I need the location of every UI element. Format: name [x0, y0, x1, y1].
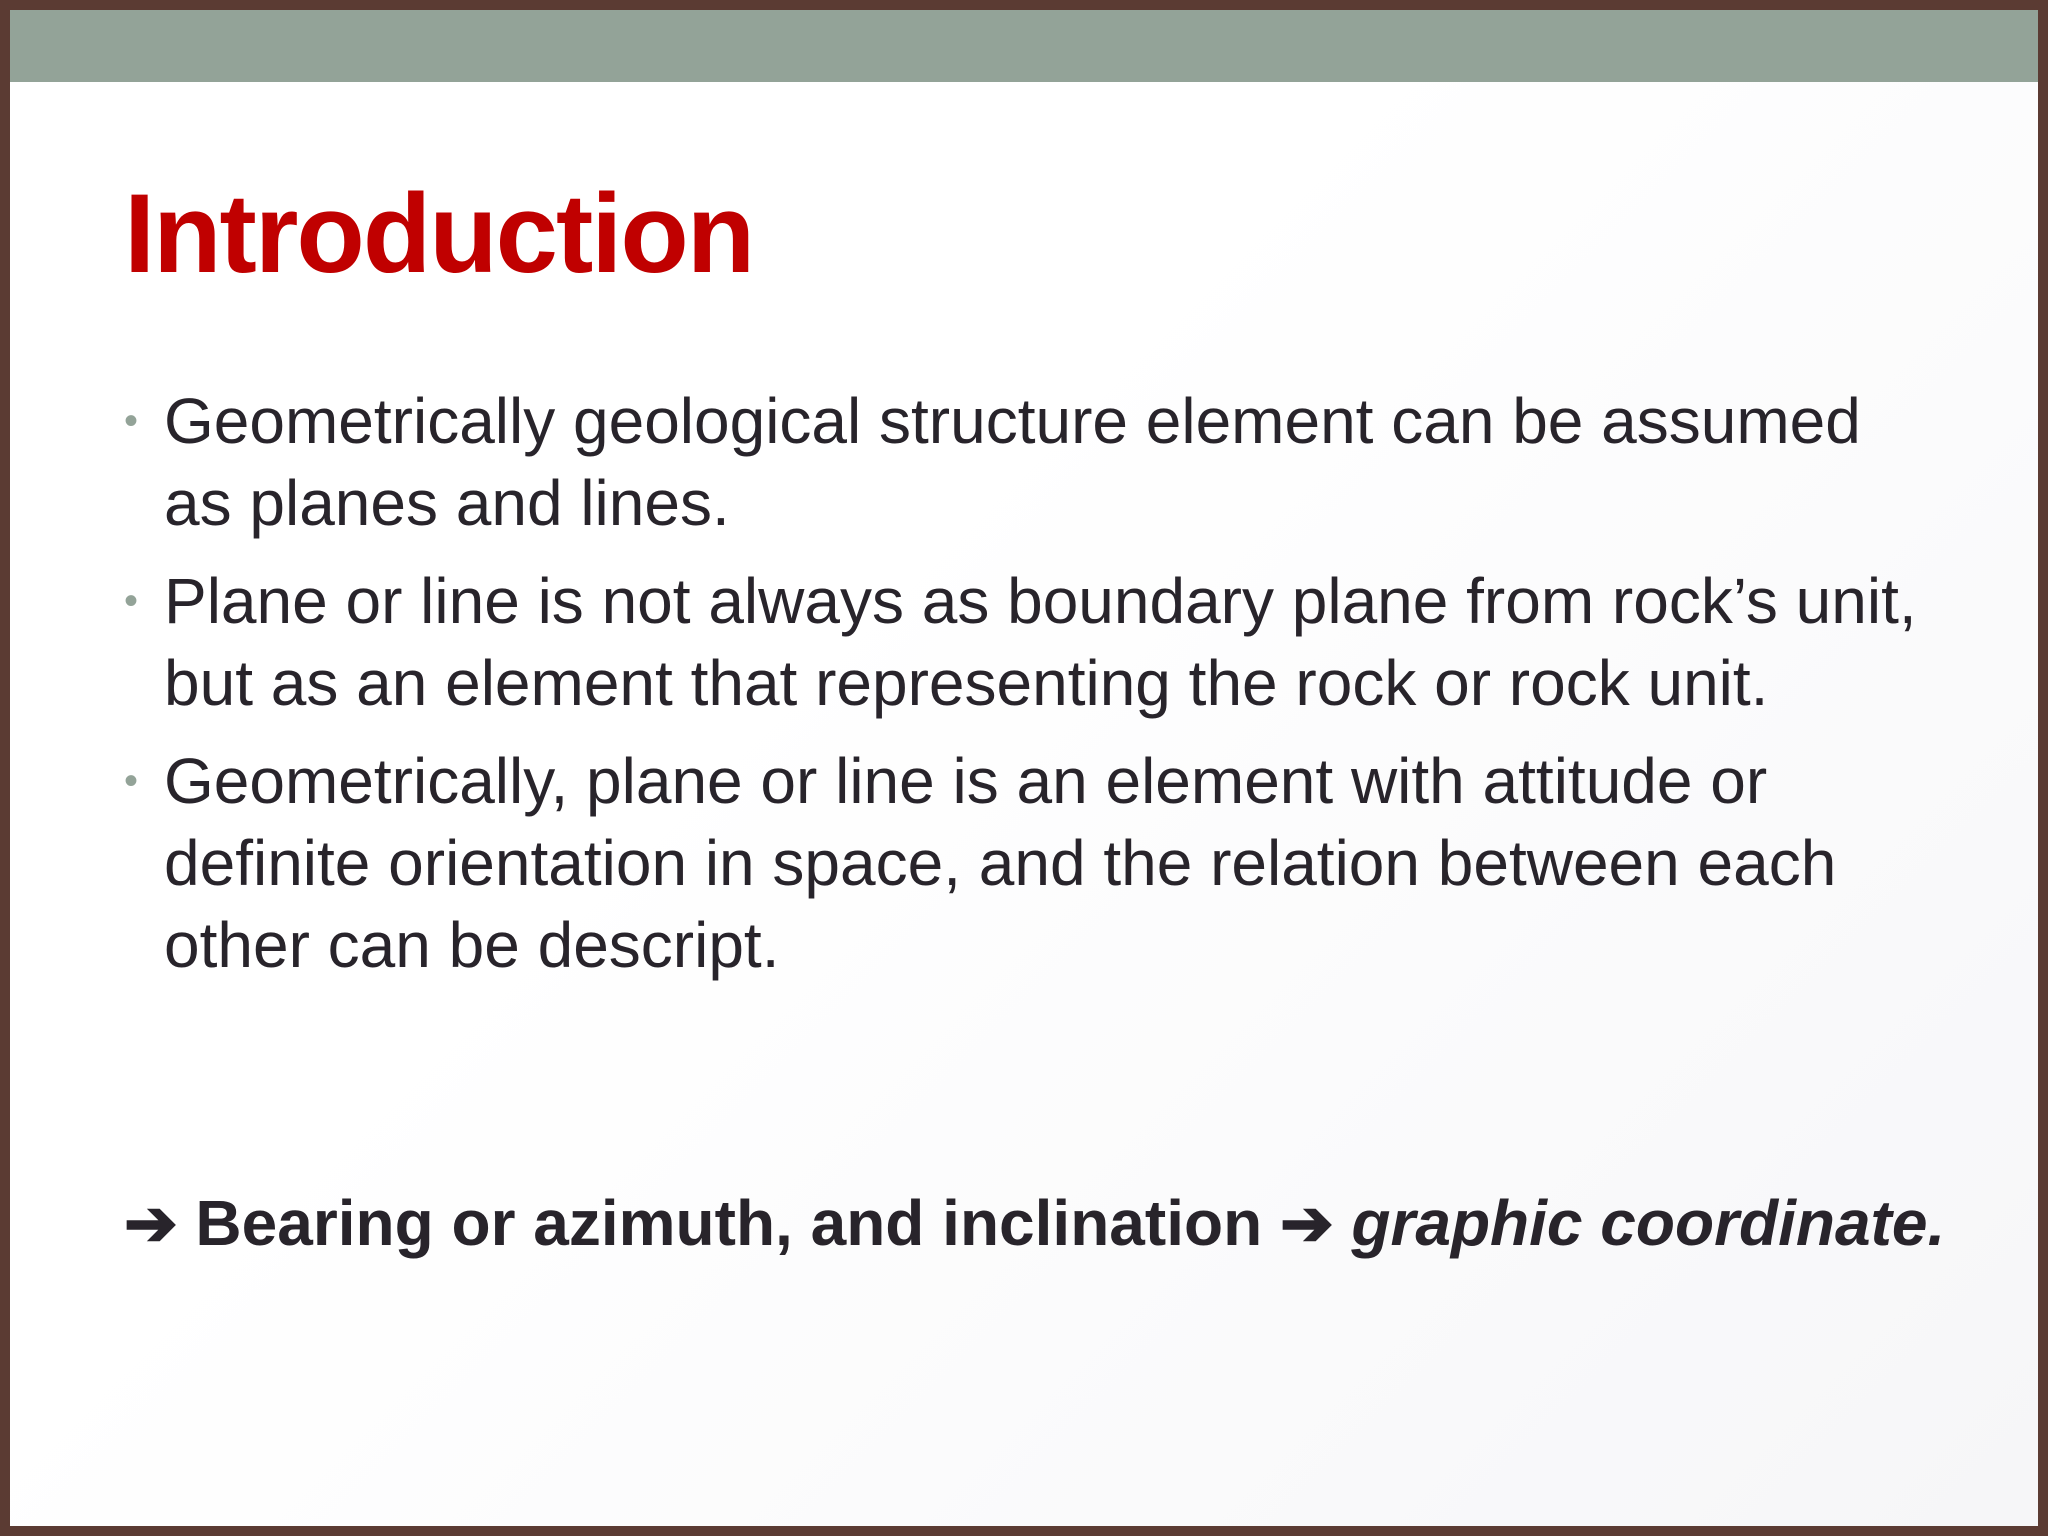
bullet-item	[124, 560, 1924, 724]
bullet-item	[124, 380, 1924, 544]
bullet-icon: •	[124, 399, 139, 443]
bullet-list	[124, 380, 1924, 1002]
slide-title: Introduction	[124, 171, 754, 296]
bullet-text: Geometrically geological structure element can be assumed as planes and lines.	[164, 385, 1861, 539]
slide-canvas	[10, 10, 2038, 1526]
bullet-item	[124, 740, 1924, 986]
bullet-text: Plane or line is not always as boundary plane from rock’s unit, but as an element that representing the rock or rock unit.	[164, 565, 1917, 719]
bullet-icon: •	[124, 759, 139, 803]
bullet-text: Geometrically, plane or line is an element with attitude or definite orientation in space, and the relation between each other can be descript.	[164, 745, 1837, 981]
conclusion-text: Bearing or azimuth, and inclination	[195, 1187, 1263, 1259]
arrow-right-icon: ➔	[124, 1187, 178, 1259]
top-accent-band	[10, 10, 2038, 82]
arrow-right-icon: ➔	[1279, 1187, 1334, 1259]
conclusion-statement	[124, 1182, 1972, 1264]
conclusion-italic-text: graphic coordinate.	[1351, 1187, 1946, 1259]
bullet-icon: •	[124, 579, 139, 623]
